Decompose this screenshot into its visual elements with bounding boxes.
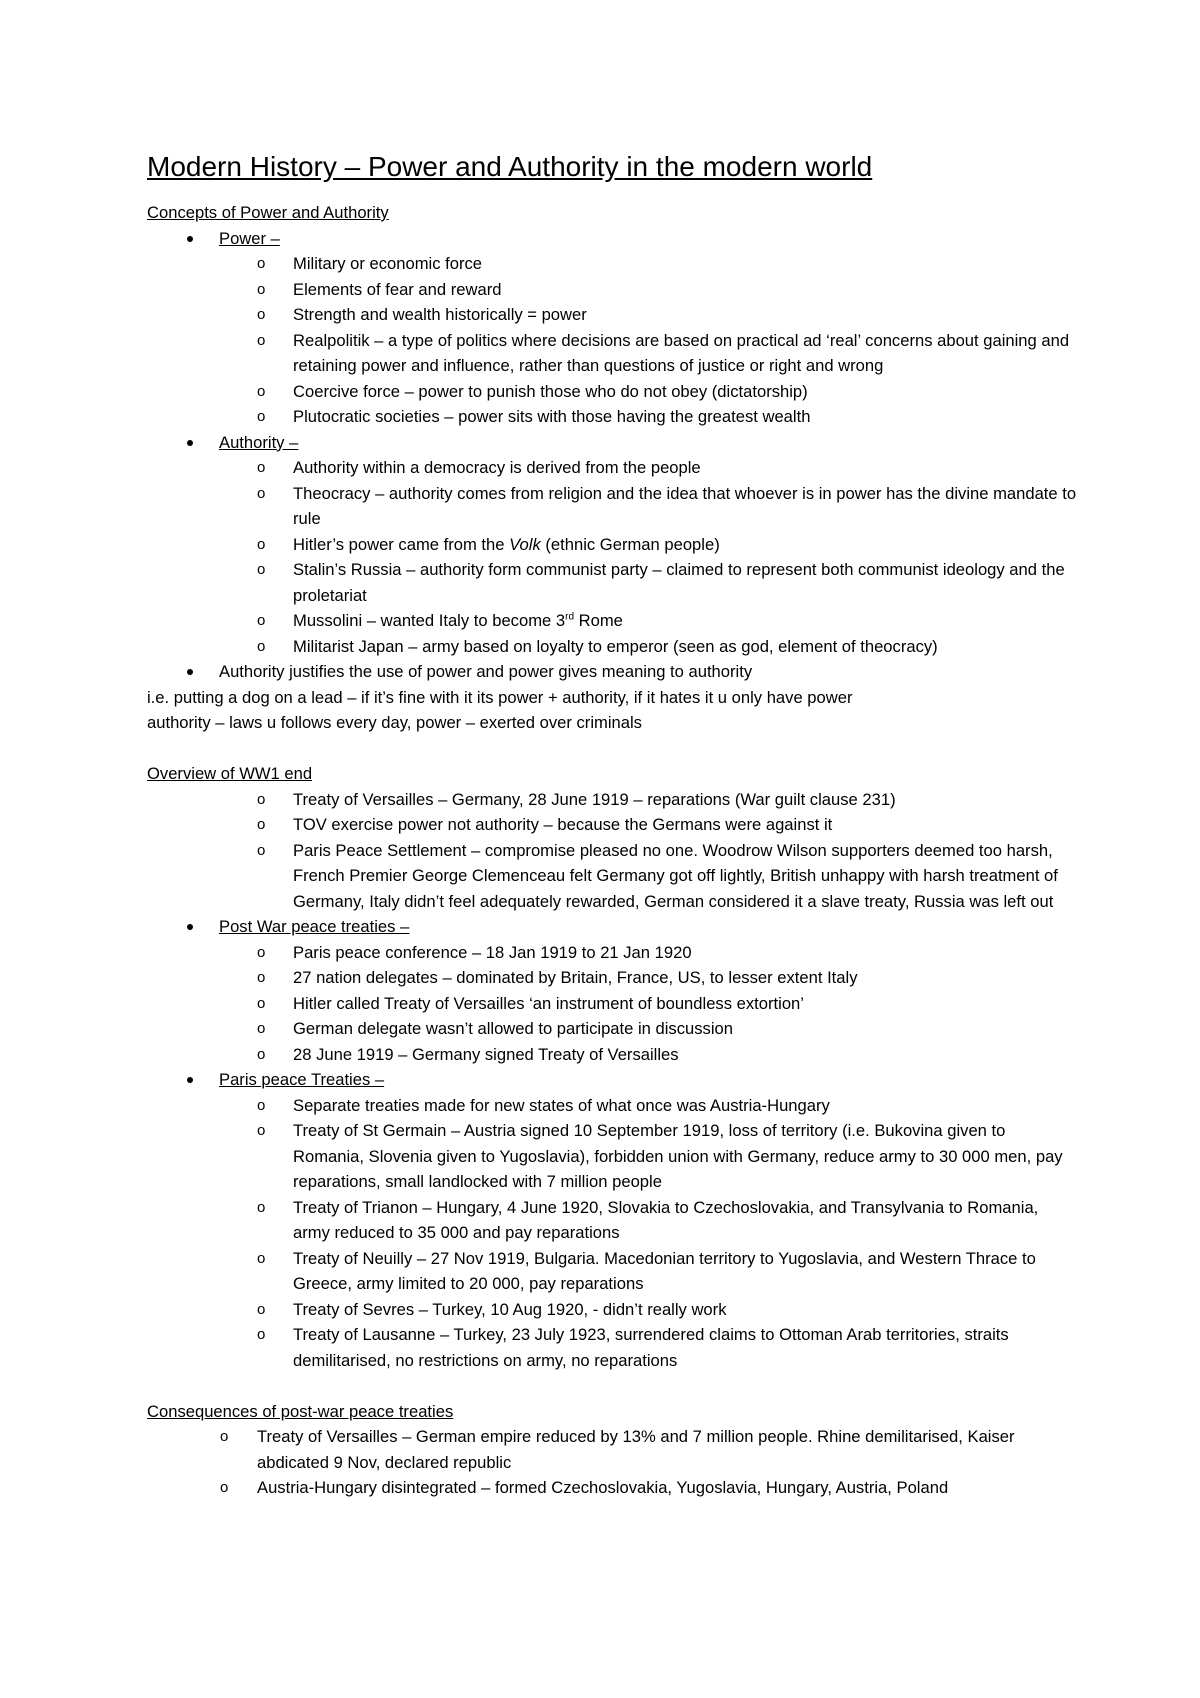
bullet-circle: o (257, 331, 266, 349)
authority-label: Authority – (219, 432, 299, 452)
list-item: Strength and wealth historically = power (293, 305, 587, 324)
list-item: Treaty of Trianon – Hungary, 4 June 1920, Slovakia to Czechoslovakia, and Transylvania to Romania, army reduced to 35 000 and pay reparations (293, 1197, 1039, 1242)
list-item-post-war (147, 914, 1077, 940)
bullet-circle: o (257, 612, 266, 629)
list-item: Treaty of Neuilly – 27 Nov 1919, Bulgaria. Macedonian territory to Yugoslavia, and Western Thrace to Greece, army limited to 20 000, pay reparations (293, 1248, 1036, 1293)
post-war-label: Post War peace treaties – (219, 917, 410, 936)
list-item: 27 nation delegates – dominated by Britain, France, US, to lesser extent Italy (293, 968, 858, 987)
list-item: Paris peace conference – 18 Jan 1919 to 21 Jan 1920 (293, 942, 692, 962)
list-item-justifies (147, 659, 1077, 685)
list-item: Realpolitik – a type of politics where decisions are based on practical ad ‘real’ concerns about gaining and retaining power and influence, rather than questions of justice or right and wrong (293, 330, 1070, 375)
ww1-list (147, 787, 1077, 1374)
page-title: Modern History – Power and Authority in the modern world (147, 151, 873, 182)
bullet-circle: o (257, 1122, 266, 1139)
bullet-circle: o (257, 1326, 266, 1343)
list-item: German delegate wasn’t allowed to participate in discussion (293, 1019, 733, 1038)
hitler-text-post: (ethnic German people) (540, 534, 720, 554)
list-item: Stalin’s Russia – authority form communist party – claimed to represent both communist ideology and the proletariat (293, 560, 1065, 605)
list-item: Elements of fear and reward (293, 279, 502, 299)
example-line-1: i.e. putting a dog on a lead – if it’s fine with it its power + authority, if it hates it u only have power (147, 687, 853, 707)
bullet-dot (187, 440, 193, 446)
bullet-dot (187, 1077, 193, 1083)
bullet-circle: o (220, 1479, 229, 1496)
bullet-circle: o (257, 790, 266, 808)
bullet-circle: o (257, 1045, 266, 1063)
bullet-circle: o (257, 255, 266, 272)
section-heading-ww1-end: Overview of WW1 end (147, 764, 313, 783)
bullet-circle: o (257, 969, 266, 986)
bullet-circle: o (257, 306, 266, 323)
bullet-circle: o (257, 1198, 266, 1216)
list-item: Hitler called Treaty of Versailles ‘an instrument of boundless extortion’ (293, 993, 804, 1013)
list-item: Authority within a democracy is derived from the people (293, 458, 701, 477)
bullet-circle: o (257, 1096, 266, 1114)
section-heading-consequences: Consequences of post-war peace treaties (147, 1401, 454, 1421)
list-item-authority (147, 430, 1077, 456)
list-item: Military or economic force (293, 254, 483, 273)
list-item: Separate treaties made for new states of what once was Austria-Hungary (293, 1095, 830, 1115)
bullet-circle: o (257, 1300, 266, 1318)
list-item: Coercive force – power to punish those who do not obey (dictatorship) (293, 381, 808, 401)
concepts-list (147, 226, 1077, 685)
list-item: Plutocratic societies – power sits with those having the greatest wealth (293, 407, 811, 426)
hitler-text-pre: Hitler’s power came from the (293, 534, 510, 554)
bullet-circle: o (257, 943, 266, 961)
power-label: Power – (219, 228, 280, 248)
list-item: Treaty of Versailles – Germany, 28 June 1919 – reparations (War guilt clause 231) (293, 789, 896, 809)
bullet-circle: o (257, 484, 266, 502)
bullet-circle: o (257, 816, 266, 833)
list-item: Treaty of Lausanne – Turkey, 23 July 1923, surrendered claims to Ottoman Arab territories, straits demilitarised, no restrictions on army, no reparations (293, 1325, 1009, 1370)
bullet-circle: o (257, 994, 266, 1012)
list-item: Treaty of St Germain – Austria signed 10 September 1919, loss of territory (i.e. Bukovina given to Romania, Slovenia given to Yugoslavia), forbidden union with Germany, reduce army to 30 000 men, pay reparations, small landlocked with 7 million people (293, 1121, 1063, 1191)
bullet-dot (187, 236, 193, 242)
bullet-circle: o (257, 408, 266, 425)
bullet-dot (187, 924, 193, 930)
list-item: Treaty of Versailles – German empire reduced by 13% and 7 million people. Rhine demilitarised, Kaiser abdicated 9 Nov, declared republic (257, 1427, 1015, 1472)
document-page (147, 150, 1077, 1501)
list-item: Austria-Hungary disintegrated – formed Czechoslovakia, Yugoslavia, Hungary, Austria, Poland (257, 1478, 949, 1497)
list-item-hitler (293, 535, 720, 554)
list-item: Treaty of Sevres – Turkey, 10 Aug 1920, - didn’t really work (293, 1299, 727, 1319)
spacer (147, 1373, 1077, 1399)
list-item-paris-treaties (147, 1067, 1077, 1093)
bullet-circle: o (257, 1249, 266, 1267)
list-item-mussolini (293, 611, 623, 630)
list-item-power (147, 226, 1077, 252)
list-item: 28 June 1919 – Germany signed Treaty of Versailles (293, 1044, 679, 1064)
bullet-circle: o (257, 459, 266, 476)
spacer (147, 736, 1077, 762)
section-heading-concepts: Concepts of Power and Authority (147, 203, 389, 222)
mussolini-text-post: Rome (574, 611, 623, 630)
hitler-text-volk: Volk (509, 534, 541, 554)
consequences-list (147, 1424, 1077, 1501)
bullet-circle: o (220, 1428, 229, 1445)
bullet-circle: o (257, 841, 266, 859)
bullet-circle: o (257, 280, 266, 298)
bullet-circle: o (257, 1020, 266, 1037)
justifies-text: Authority justifies the use of power and power gives meaning to authority (219, 662, 753, 681)
example-line-2: authority – laws u follows every day, power – exerted over criminals (147, 713, 642, 732)
bullet-circle: o (257, 561, 266, 578)
bullet-dot (187, 669, 193, 675)
list-item: Militarist Japan – army based on loyalty to emperor (seen as god, element of theocracy) (293, 636, 938, 656)
bullet-circle: o (257, 382, 266, 400)
bullet-circle: o (257, 535, 266, 553)
mussolini-text-sup: rd (565, 611, 575, 623)
list-item: Paris Peace Settlement – compromise pleased no one. Woodrow Wilson supporters deemed too harsh, French Premier George Clemenceau felt Germany got off lightly, British unhappy with harsh treatment of Germany, Italy didn’t feel adequately rewarded, German considered it a slave treaty, Russia was left out (293, 840, 1058, 911)
mussolini-text-pre: Mussolini – wanted Italy to become 3 (293, 611, 566, 630)
list-item: Theocracy – authority comes from religion and the idea that whoever is in power has the divine mandate to rule (293, 483, 1077, 528)
bullet-circle: o (257, 637, 266, 655)
paris-treaties-label: Paris peace Treaties – (219, 1070, 385, 1089)
list-item: TOV exercise power not authority – because the Germans were against it (293, 815, 833, 834)
